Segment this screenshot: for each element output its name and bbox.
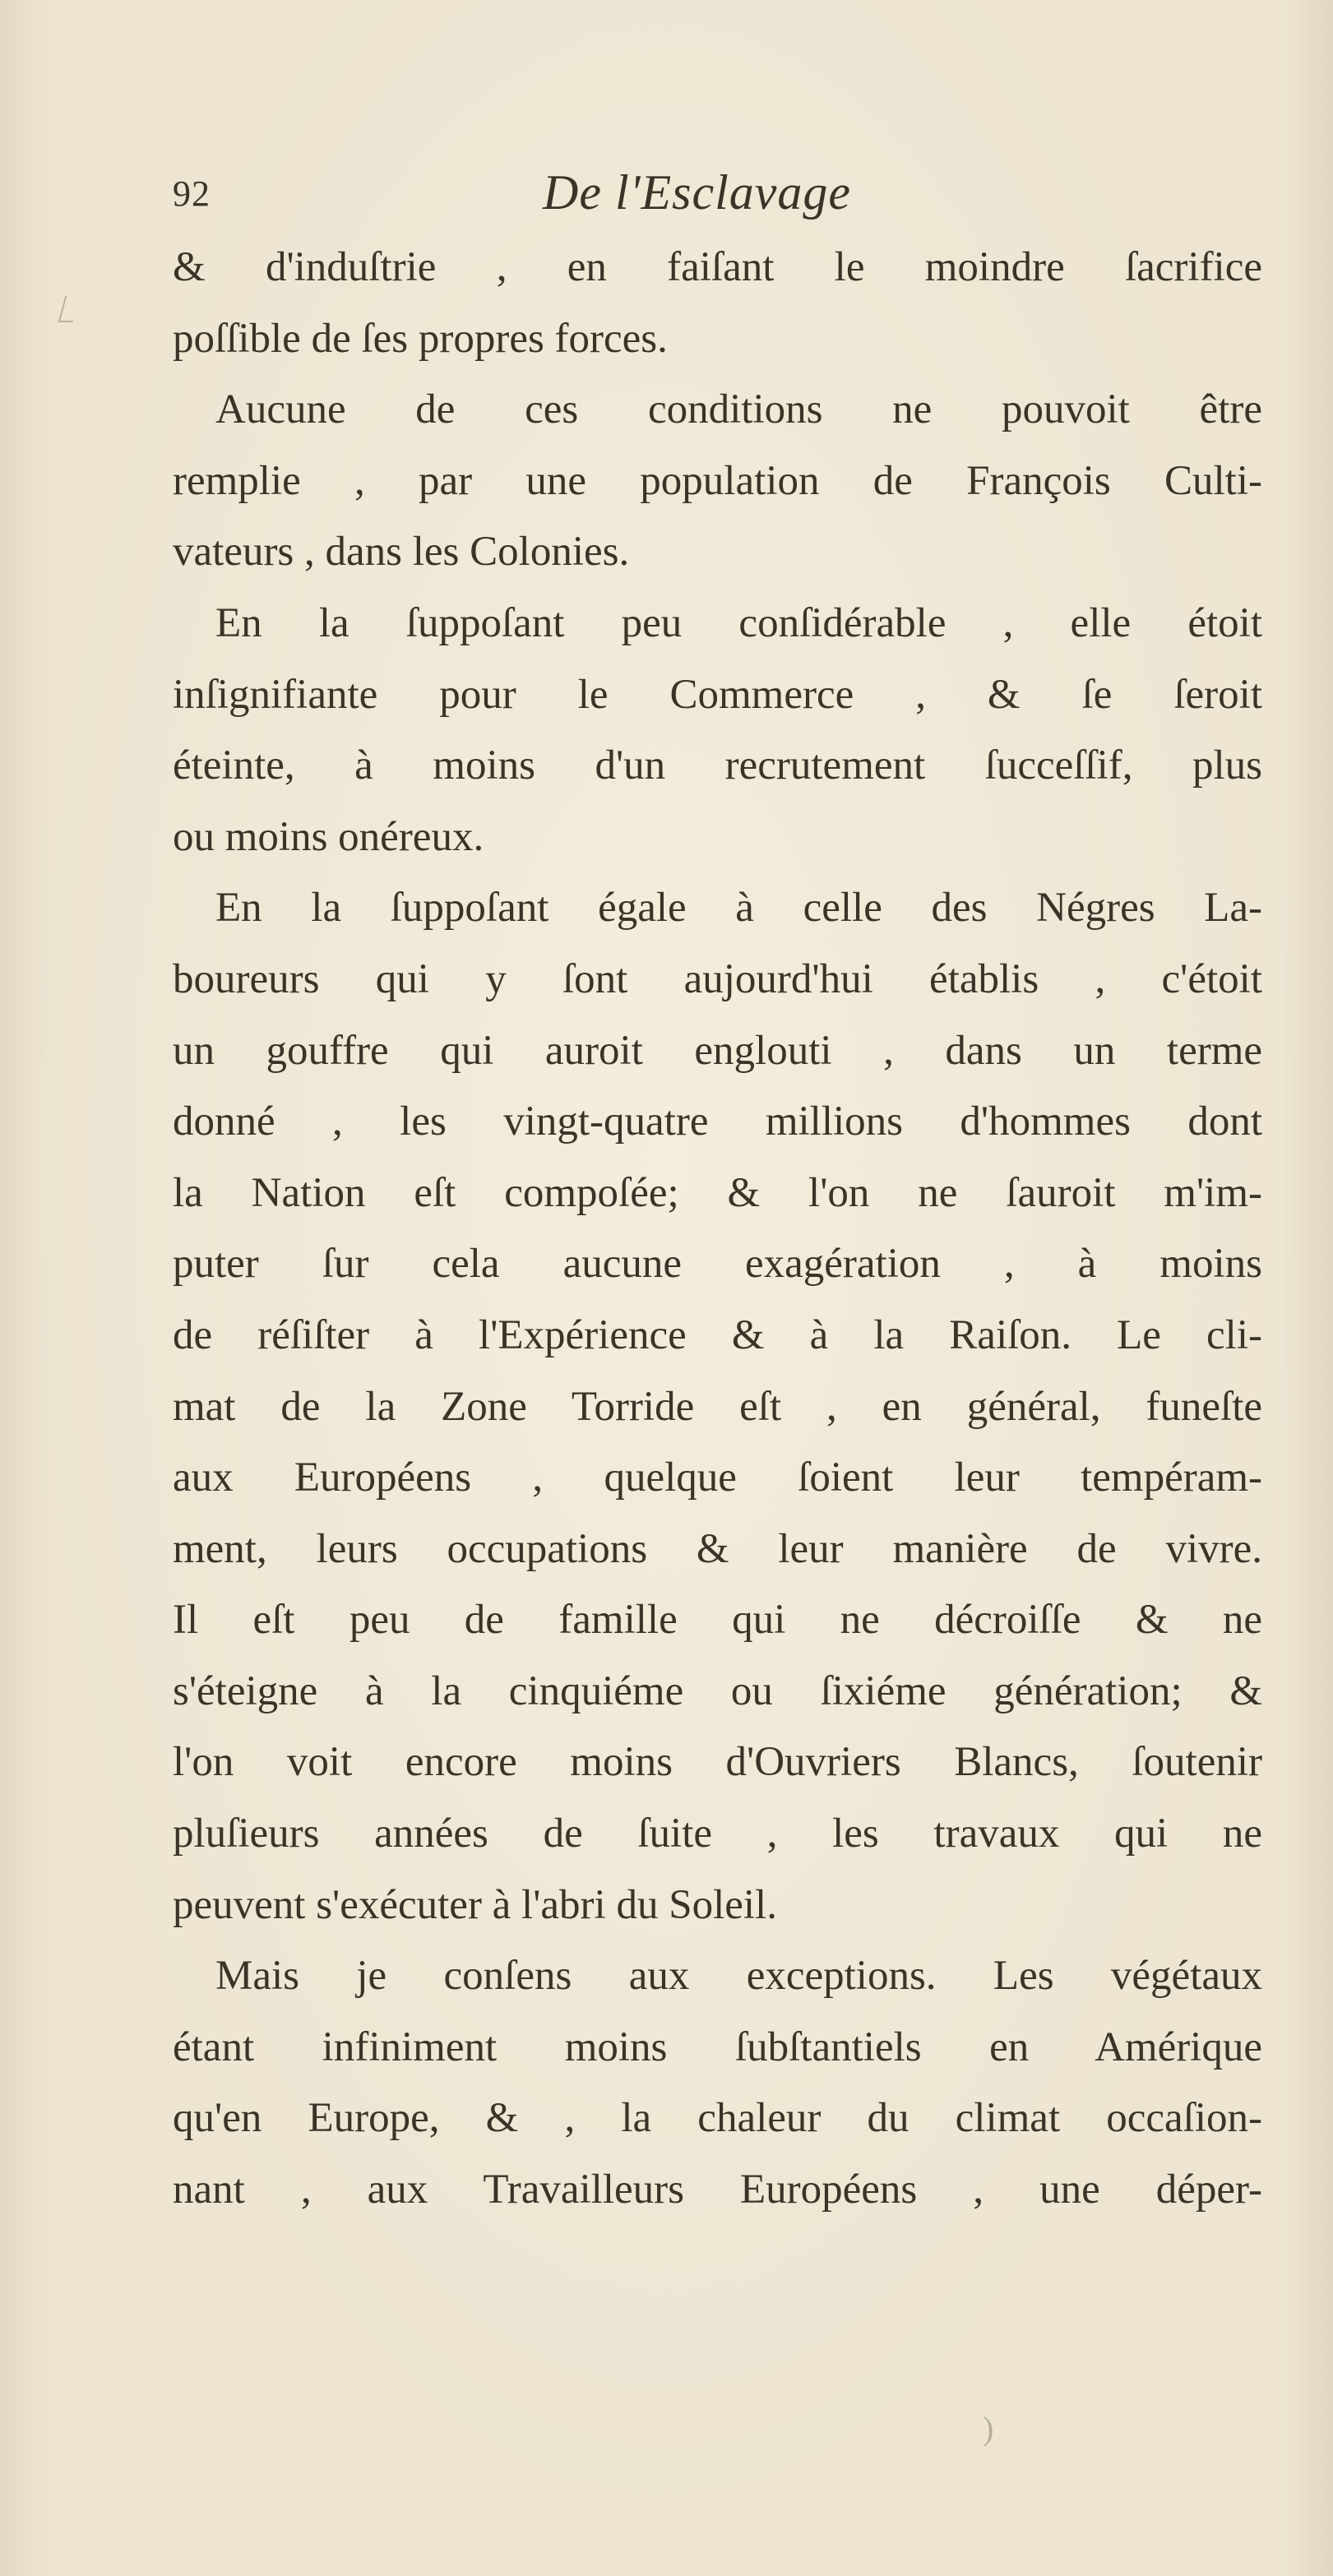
text-line: l'on voit encore moins d'Ouvriers Blancs, ſoutenir — [173, 1739, 1262, 1786]
text-line: En la ſuppoſant peu conſidérable , elle étoit — [215, 599, 1262, 646]
text-line: peuvent s'exécuter à l'abri du Soleil. — [173, 1881, 777, 1928]
text-line: s'éteigne à la cinquiéme ou ſixiéme génération; & — [173, 1667, 1262, 1714]
text-line: Il eſt peu de famille qui ne décroiſſe & ne — [173, 1597, 1262, 1644]
text-line: boureurs qui y ſont aujourd'hui établis , c'étoit — [173, 955, 1262, 1002]
text-line: vateurs , dans les Colonies. — [173, 529, 630, 576]
paper-smudge: ) — [983, 2410, 994, 2447]
text-line: & d'induſtrie , en faiſant le moindre ſacrifice — [173, 244, 1262, 290]
text-line: un gouffre qui auroit englouti , dans un terme — [173, 1027, 1262, 1074]
page-number: 92 — [173, 173, 211, 214]
text-line: nant , aux Travailleurs Européens , une déper- — [173, 2167, 1262, 2213]
page-header — [173, 164, 1266, 230]
text-line: En la ſuppoſant égale à celle des Négres La- — [215, 885, 1262, 932]
text-line: qu'en Europe, & , la chaleur du climat occaſion- — [173, 2095, 1262, 2142]
text-line: pluſieurs années de ſuite , les travaux qui ne — [173, 1811, 1262, 1857]
body-text — [173, 232, 1262, 2226]
text-line: de réſiſter à l'Expérience & à la Raiſon. Le cli- — [173, 1311, 1262, 1358]
text-line: poſſible de ſes propres forces. — [173, 315, 668, 362]
text-line: Aucune de ces conditions ne pouvoit être — [215, 386, 1262, 433]
text-line: remplie , par une population de François Culti- — [173, 457, 1262, 504]
text-line: éteinte, à moins d'un recrutement ſucceſſif, plus — [173, 742, 1262, 789]
text-line: Mais je conſens aux exceptions. Les végétaux — [215, 1953, 1262, 2000]
text-line: étant infiniment moins ſubſtantiels en Amérique — [173, 2023, 1262, 2070]
text-line: donné , les vingt-quatre millions d'hommes dont — [173, 1098, 1262, 1145]
text-line: mat de la Zone Torride eſt , en général, funeſte — [173, 1383, 1262, 1430]
text-line: aux Européens , quelque ſoient leur tempéram- — [173, 1454, 1262, 1501]
text-line: ou moins onéreux. — [173, 813, 484, 860]
text-line: puter ſur cela aucune exagération , à moins — [173, 1241, 1262, 1288]
text-line: inſignifiante pour le Commerce , & ſe ſeroit — [173, 671, 1262, 718]
text-line: la Nation eſt compoſée; & l'on ne ſauroit m'im- — [173, 1169, 1262, 1216]
running-title: De l'Esclavage — [543, 165, 852, 220]
text-line: ment, leurs occupations & leur manière de vivre. — [173, 1525, 1262, 1572]
margin-mark — [58, 296, 81, 322]
